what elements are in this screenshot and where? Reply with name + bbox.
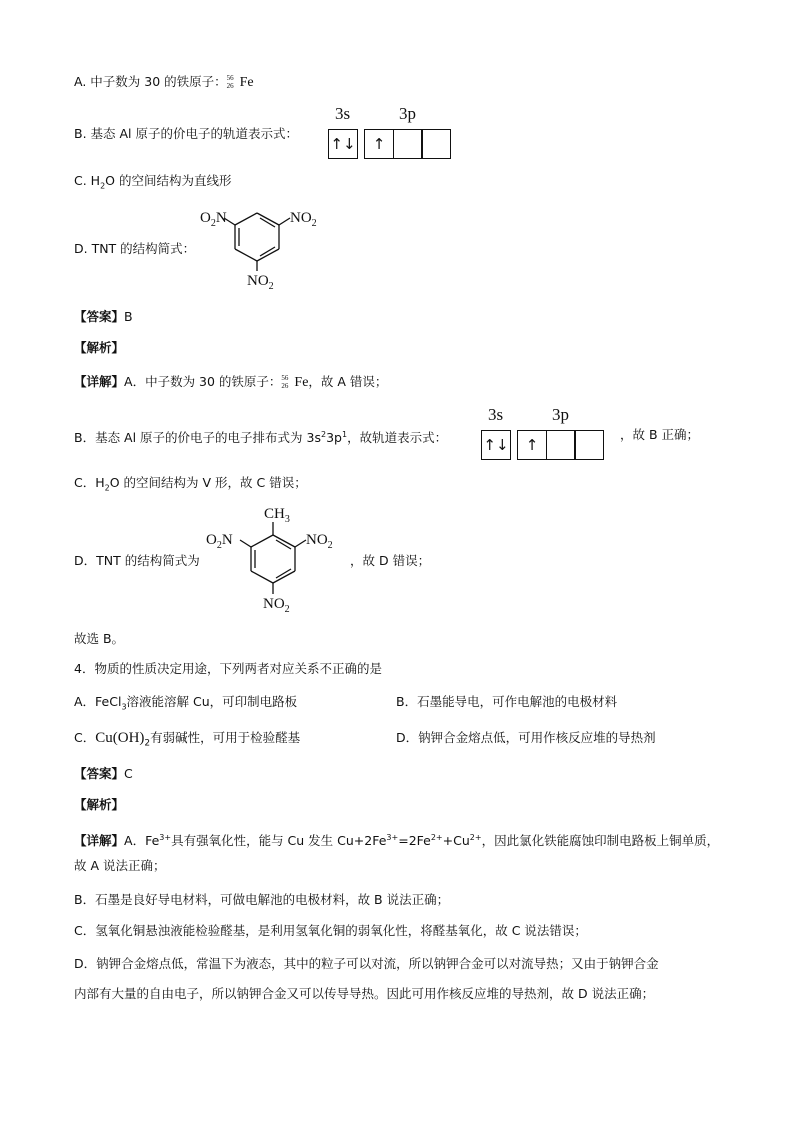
option-c-sub: 2 <box>100 181 106 191</box>
detail-2-b: B．石墨是良好导电材料，可做电解池的电极材料，故 B 说法正确； <box>74 892 450 907</box>
orbital-diagram-1 <box>328 104 458 160</box>
detail-1-a <box>74 373 387 392</box>
ch3-group: $CH_3$ <box>264 506 290 525</box>
detail-b-mid2: ，故轨道表示式： <box>347 430 448 446</box>
orbital-box-3p-2 <box>546 430 576 460</box>
detail-a-post: ，因此氯化铁能腐蚀印制电路板上铜单质， <box>481 833 720 849</box>
no2-bottom: $NO_2$ <box>263 596 290 615</box>
option-b-text: B. 基态 Al 原子的价电子的轨道表示式： <box>74 126 298 141</box>
option-d-text: D. TNT 的结构简式： <box>74 241 196 256</box>
detail-1-c <box>74 474 307 498</box>
iron-isotope-2 <box>281 374 294 392</box>
detail-label: 【详解】 <box>74 833 125 849</box>
sup: 1 <box>341 430 348 439</box>
sub: 2 <box>104 483 110 493</box>
sub: 3 <box>121 702 127 712</box>
detail-label: 【详解】 <box>74 374 125 389</box>
no2-bottom: $NO_2$ <box>247 273 274 292</box>
atomic-number: 26 <box>226 81 234 90</box>
no2-right: $NO_2$ <box>290 210 317 229</box>
arrow-up: ↑ <box>372 135 386 153</box>
option-c <box>74 172 232 196</box>
sup: 3+ <box>159 833 172 842</box>
tnt-structure <box>200 498 348 620</box>
answer-2 <box>74 765 133 783</box>
orbital-box-3p-3 <box>574 430 604 460</box>
sub: 2 <box>144 738 151 749</box>
mass-number: 56 <box>281 373 289 382</box>
label-3s: 3s <box>335 104 351 123</box>
option-a-text: A. 中子数为 30 的铁原子： <box>74 74 227 89</box>
trinitrobenzene-structure <box>195 196 330 296</box>
answer-label: 【答案】 <box>74 766 125 781</box>
label-3p: 3p <box>399 104 416 123</box>
element-symbol: Fe <box>239 75 254 90</box>
detail-2-d-line1: D．钠钾合金熔点低，常温下为液态，其中的粒子可以对流，所以钠钾合金可以对流导热；又由于钠钾合金 <box>74 956 659 971</box>
detail-a-mid3: +Cu <box>442 833 470 849</box>
arrow-up: ↑ <box>525 436 539 454</box>
detail-a-post: ，故 A 错误； <box>308 374 388 389</box>
sup: 2+ <box>469 833 482 842</box>
detail-a-pre: A．Fe <box>124 833 160 849</box>
detail-2-d-line2: 内部有大量的自由电子，所以钠钾合金又可以传导导热。因此可用作核反应堆的导热剂，故 D 说法正确； <box>74 986 655 1001</box>
q4-option-a <box>74 693 297 717</box>
detail-c-post: O 的空间结构为 V 形，故 C 错误； <box>109 475 307 490</box>
orbital-box-3p-1 <box>364 129 394 159</box>
atomic-number: 26 <box>281 381 289 390</box>
detail-a-pre: A．中子数为 30 的铁原子： <box>124 374 282 389</box>
detail-a-mid: 具有强氧化性，能与 Cu 发生 Cu+2Fe <box>171 833 387 849</box>
arrow-pair: ↑↓ <box>483 436 509 454</box>
q4-option-d: D．钠钾合金熔点低，可用作核反应堆的导热剂 <box>396 730 656 745</box>
orbital-box-3p-2 <box>393 129 423 159</box>
no2-left: $O_2N$ <box>200 210 227 229</box>
conclusion-1: 故选 B。 <box>74 631 125 646</box>
iron-isotope <box>227 74 240 92</box>
orbital-box-3s <box>328 129 358 159</box>
answer-value: C <box>124 766 133 781</box>
sup: 2 <box>321 430 327 439</box>
option-c-post: O 的空间结构为直线形 <box>105 173 232 188</box>
analysis-2-label: 【解析】 <box>74 797 125 812</box>
detail-2-a-line2: 故 A 说法正确； <box>74 858 166 873</box>
q4-stem: 4．物质的性质决定用途，下列两者对应关系不正确的是 <box>74 661 382 676</box>
analysis-1-label: 【解析】 <box>74 340 125 355</box>
orbital-box-3p-3 <box>421 129 451 159</box>
detail-1-b-post: ，故 B 正确； <box>620 427 700 442</box>
detail-1-d-post: ，故 D 错误； <box>350 553 431 568</box>
no2-right: $NO_2$ <box>306 532 333 551</box>
mass-number: 56 <box>226 73 234 82</box>
q4-a-pre: A．FeCl <box>74 694 122 709</box>
detail-a-mid2: =2Fe <box>398 833 431 849</box>
detail-b-mid: 3p <box>326 430 342 446</box>
detail-b-pre: B．基态 Al 原子的价电子的电子排布式为 3s <box>74 430 321 446</box>
q4-c-pre: C． <box>74 730 96 745</box>
no2-left: $O_2N$ <box>206 532 233 551</box>
option-a <box>74 73 254 92</box>
orbital-box-3s <box>481 430 511 460</box>
label-3s: 3s <box>488 405 504 424</box>
q4-option-c <box>74 729 300 753</box>
answer-value: B <box>124 309 133 324</box>
detail-1-b <box>74 426 447 447</box>
orbital-box-3p-1 <box>517 430 547 460</box>
orbital-diagram-2 <box>481 405 613 461</box>
answer-1 <box>74 308 133 326</box>
cu-oh-formula: Cu(OH) <box>95 730 145 746</box>
q4-a-post: 溶液能溶解 Cu，可印制电路板 <box>126 694 298 709</box>
sup: 2+ <box>430 833 443 842</box>
q4-option-b: B．石墨能导电，可作电解池的电极材料 <box>396 694 618 709</box>
label-3p: 3p <box>552 405 569 424</box>
detail-2-a <box>74 829 719 850</box>
detail-1-d-pre: D．TNT 的结构简式为 <box>74 553 200 568</box>
arrow-pair: ↑↓ <box>330 135 356 153</box>
q4-c-post: 有弱碱性，可用于检验醛基 <box>150 730 301 745</box>
answer-label: 【答案】 <box>74 309 125 324</box>
detail-2-c: C．氢氧化铜悬浊液能检验醛基，是利用氢氧化铜的弱氧化性，将醛基氧化，故 C 说法错误； <box>74 923 587 938</box>
sup: 3+ <box>386 833 399 842</box>
detail-c-pre: C．H <box>74 475 105 490</box>
element-symbol: Fe <box>294 375 309 390</box>
option-c-pre: C. H <box>74 173 101 188</box>
